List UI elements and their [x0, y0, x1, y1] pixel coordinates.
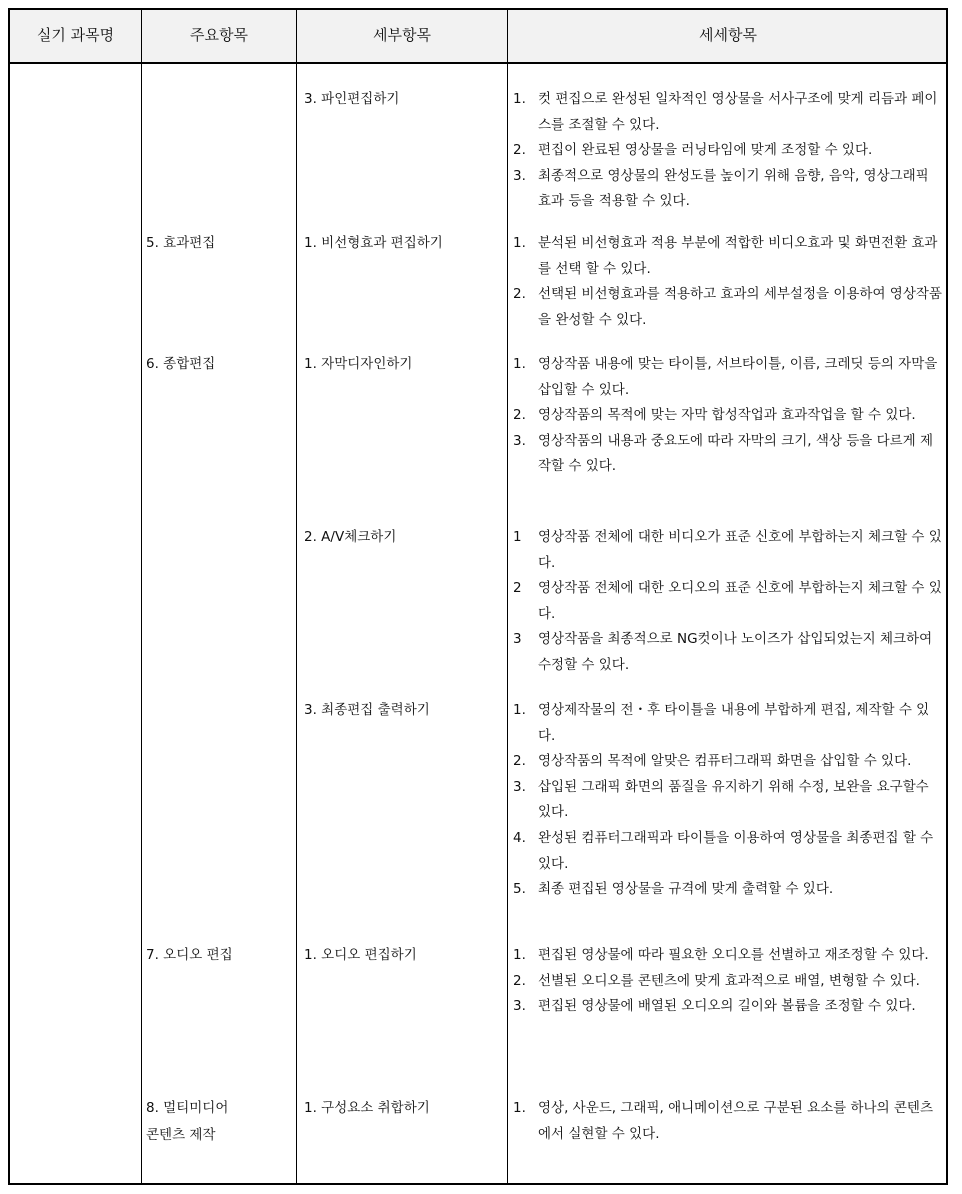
- sub-item: 2. A/V체크하기: [304, 529, 397, 545]
- table-header: [10, 10, 946, 64]
- detail-item: 3. 편집된 영상물에 배열된 오디오의 길이와 볼륨을 조정할 수 있다.: [513, 998, 916, 1015]
- main-item: 8. 멀티미디어 콘텐츠 제작: [146, 1100, 229, 1143]
- detail-item: 1. 영상작품 내용에 맞는 타이틀, 서브타이틀, 이름, 크레딧 등의 자막을 삽입할 수 있다.: [513, 356, 938, 398]
- detail-item: 5. 최종 편집된 영상물을 규격에 맞게 출력할 수 있다.: [513, 881, 834, 898]
- detail-list: [513, 698, 945, 903]
- detail-item: 3 영상작품을 최종적으로 NG컷이나 노이즈가 삽입되었는지 체크하여수정할 수 있다.: [513, 631, 933, 673]
- sub-item: 1. 비선형효과 편집하기: [304, 235, 443, 251]
- detail-item: 2 영상작품 전체에 대한 오디오의 표준 신호에 부합하는지 체크할 수 있다.: [513, 580, 942, 622]
- detail-list: [513, 87, 945, 215]
- detail-item: 3. 최종적으로 영상물의 완성도를 높이기 위해 음향, 음악, 영상그래픽 효과 등을 적용할 수 있다.: [513, 167, 929, 210]
- sub-item: 1. 자막디자인하기: [304, 356, 413, 372]
- detail-list: [513, 525, 945, 679]
- column-divider: [296, 10, 297, 1183]
- detail-list: [513, 352, 945, 480]
- detail-item: 2. 선택된 비선형효과를 적용하고 효과의 세부설정을 이용하여 영상작품을 완성할 수 있다.: [513, 286, 942, 328]
- detail-list: [513, 943, 945, 1020]
- detail-item: 3. 삽입된 그래픽 화면의 품질을 유지하기 위해 수정, 보완을 요구할수 있다.: [513, 778, 929, 821]
- detail-item: 1. 영상제작물의 전・후 타이틀을 내용에 부합하게 편집, 제작할 수 있다.: [513, 702, 930, 744]
- main-item: 6. 종합편집: [146, 356, 216, 372]
- detail-item: 1. 영상, 사운드, 그래픽, 애니메이션으로 구분된 요소를 하나의 콘텐츠에서 실현할 수 있다.: [513, 1100, 934, 1142]
- sub-item: 1. 구성요소 취합하기: [304, 1100, 430, 1116]
- competency-table: [8, 8, 948, 1185]
- header-detail-item: 세세항목: [699, 26, 757, 44]
- detail-item: 2. 영상작품의 목적에 맞는 자막 합성작업과 효과작업을 할 수 있다.: [513, 407, 916, 424]
- detail-list: [513, 1096, 945, 1147]
- detail-item: 1. 편집된 영상물에 따라 필요한 오디오를 선별하고 재조정할 수 있다.: [513, 947, 929, 963]
- column-divider: [141, 10, 142, 1183]
- column-divider: [507, 10, 508, 1183]
- sub-item: 1. 오디오 편집하기: [304, 947, 417, 963]
- detail-list: [513, 231, 945, 333]
- detail-item: 1. 컷 편집으로 완성된 일차적인 영상물을 서사구조에 맞게 리듬과 페이스를 조절할 수 있다.: [513, 91, 938, 133]
- detail-item: 2. 선별된 오디오를 콘텐츠에 맞게 효과적으로 배열, 변형할 수 있다.: [513, 972, 920, 989]
- detail-item: 4. 완성된 컴퓨터그래픽과 타이틀을 이용하여 영상물을 최종편집 할 수 있다.: [513, 829, 934, 872]
- detail-item: 2. 영상작품의 목적에 알맞은 컴퓨터그래픽 화면을 삽입할 수 있다.: [513, 753, 912, 770]
- detail-item: 3. 영상작품의 내용과 중요도에 따라 자막의 크기, 색상 등을 다르게 제작할 수 있다.: [513, 432, 934, 475]
- header-subject: 실기 과목명: [36, 26, 115, 44]
- main-item: 5. 효과편집: [146, 235, 216, 251]
- sub-item: 3. 최종편집 출력하기: [304, 702, 430, 718]
- main-item: 7. 오디오 편집: [146, 947, 233, 963]
- detail-item: 1. 분석된 비선형효과 적용 부분에 적합한 비디오효과 및 화면전환 효과를 선택 할 수 있다.: [513, 235, 938, 277]
- sub-item: 3. 파인편집하기: [304, 91, 400, 107]
- detail-item: 1 영상작품 전체에 대한 비디오가 표준 신호에 부합하는지 체크할 수 있다.: [513, 529, 942, 571]
- detail-item: 2. 편집이 완료된 영상물을 러닝타임에 맞게 조정할 수 있다.: [513, 142, 873, 159]
- header-main-item: 주요항목: [190, 26, 248, 44]
- header-sub-item: 세부항목: [373, 26, 431, 44]
